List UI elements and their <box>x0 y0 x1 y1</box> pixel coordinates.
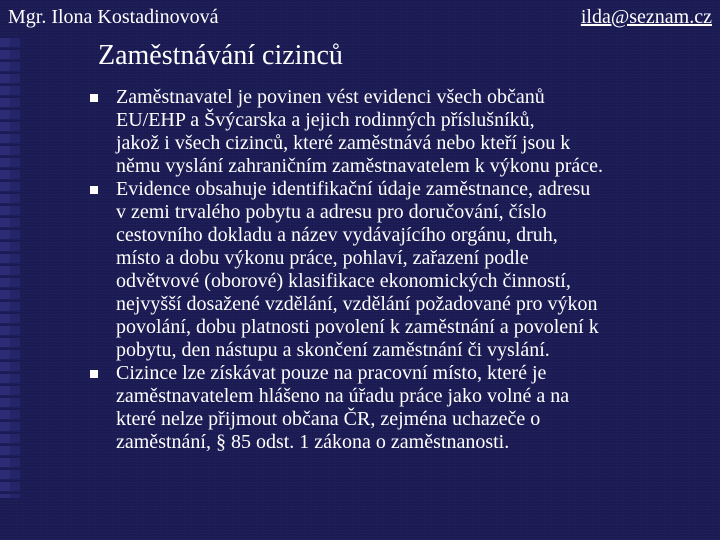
square-bullet-icon <box>90 94 98 102</box>
email-link[interactable]: ilda@seznam.cz <box>580 6 712 28</box>
author-name: Mgr. Ilona Kostadinovová <box>8 6 219 28</box>
bullet-list <box>88 86 703 454</box>
bullet-text: Cizince lze získávat pouze na pracovní místo, které je zaměstnavatelem hlášeno na úřadu práce jako volné a na které nelze přijmout občana ČR, zejména uchazeče o zaměstnání, § 85 odst. 1 zákona o zaměstnanosti. <box>116 362 570 453</box>
bullet-text: Evidence obsahuje identifikační údaje zaměstnance, adresu v zemi trvalého pobytu a adresu pro doručování, číslo cestovního dokladu a název vydávajícího orgánu, druh, místo a dobu výkonu práce, pohlaví, zařazení podle odvětvové (oborové) klasifikace ekonomických činností, nejvyšší dosažené vzdělání, vzdělání požadované pro výkon povolání, dobu platnosti povolení k zaměstnání a povolení k pobytu, den nástupu a skončení zaměstnání či vyslání. <box>116 178 599 361</box>
list-item <box>88 178 703 362</box>
square-bullet-icon <box>90 370 98 378</box>
list-item <box>88 362 703 454</box>
bullet-text: Zaměstnavatel je povinen vést evidenci všech občanů EU/EHP a Švýcarska a jejich rodinných příslušníků, jakož i všech cizinců, které zaměstnává nebo kteří jsou k němu vyslání zahraničním zaměstnavatelem k výkonu práce. <box>116 86 604 177</box>
square-bullet-icon <box>90 186 98 194</box>
list-item <box>88 86 703 178</box>
slide-title: Zaměstnávání cizinců <box>98 40 343 71</box>
decorative-left-strip <box>0 38 20 498</box>
